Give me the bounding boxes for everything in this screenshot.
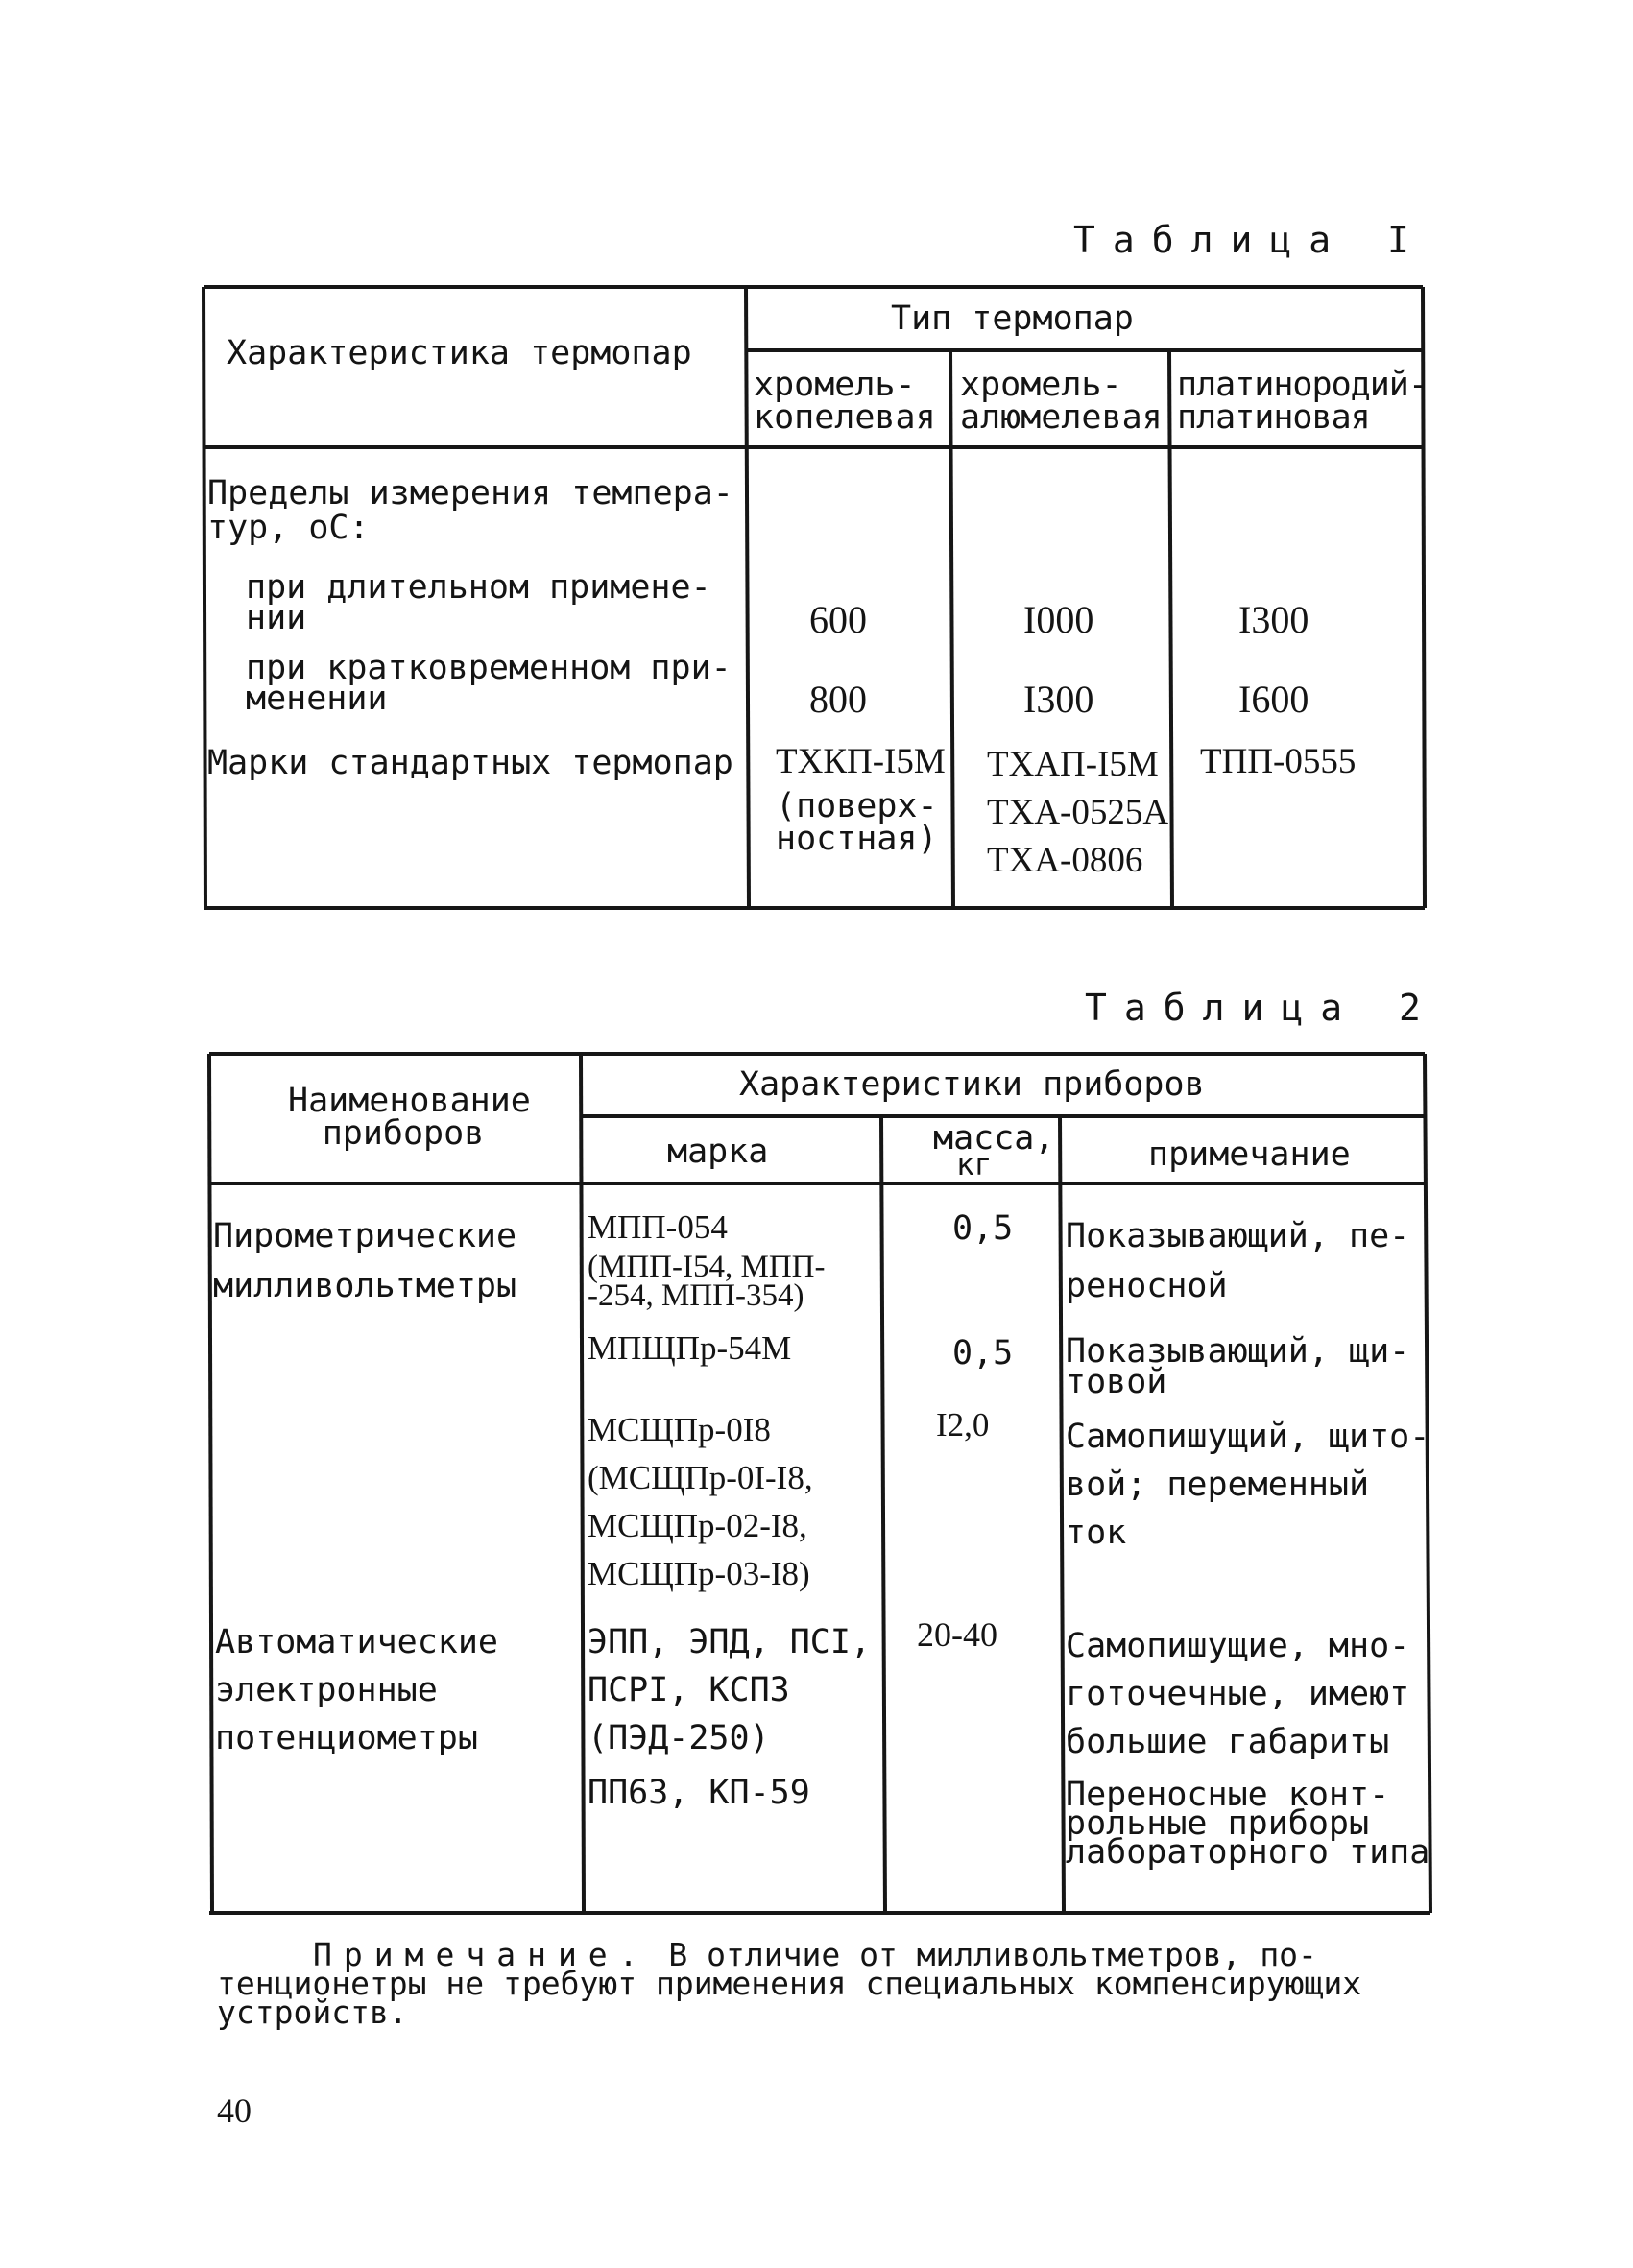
table2-note-cell — [1066, 1413, 1429, 1557]
brand-line: ЭПП, ЭПД, ПСI, — [588, 1623, 872, 1661]
header-line: Наименование — [288, 1082, 531, 1120]
table2-col-header — [288, 1082, 531, 1153]
footnote-line-3: устройств. — [217, 1993, 408, 2031]
brand-line: ТХА-0806 — [987, 841, 1143, 880]
table2-brand-cell — [588, 1203, 826, 1313]
table1-cell: 800 — [809, 678, 867, 721]
label-line: Пределы измерения темпера- — [207, 474, 733, 513]
table1-caption: Таблица I — [1073, 219, 1427, 261]
type-line: платиновая — [1177, 398, 1370, 437]
table1-brands-label: Марки стандартных термопар — [207, 744, 733, 782]
note-line: готочечные, имеют — [1066, 1675, 1410, 1713]
note-line: реносной — [1066, 1267, 1228, 1305]
note-line: ток — [1066, 1514, 1127, 1552]
header-line: масса, — [933, 1119, 1055, 1158]
table2-mass-cell: I2,0 — [936, 1406, 990, 1444]
note-line: Показывающий, щи- — [1066, 1332, 1410, 1371]
footnote — [217, 1936, 1362, 2031]
table2-brand-cell — [588, 1618, 871, 1762]
label-line: при длительном примене- — [246, 568, 711, 607]
label-line: нии — [246, 599, 307, 637]
table2-group-name — [215, 1618, 498, 1762]
brand-line: ностная) — [776, 820, 938, 858]
brand-line: ТХА-0525А — [987, 793, 1169, 832]
table1-group-header: Тип термопар — [891, 299, 1134, 338]
table2-sub-header-note: примечание — [1148, 1135, 1351, 1174]
table2-brand-cell — [588, 1406, 813, 1598]
note-line: Переносные конт- — [1066, 1776, 1390, 1814]
table1-cell: I300 — [1023, 678, 1094, 721]
table1-cell: I300 — [1238, 598, 1309, 641]
label-line: при кратковременном при- — [246, 649, 732, 687]
type-line: алюмелевая — [960, 398, 1163, 437]
table2-mass-cell: 0,5 — [952, 1209, 1014, 1248]
type-line: копелевая — [754, 398, 936, 437]
name-line: потенциометры — [215, 1719, 478, 1757]
brand-line: -254, МПП-354) — [588, 1278, 804, 1313]
brand-line: ТПП-0555 — [1200, 742, 1357, 781]
page-number: 40 — [217, 2091, 252, 2130]
footnote-text: В отличие от милливольтметров, по- — [649, 1936, 1317, 1973]
brand-line: ТХКП-I5М — [776, 742, 946, 781]
type-line: платинородий- — [1177, 366, 1428, 404]
brand-line: (МСЩПр-0I-I8, — [588, 1459, 813, 1496]
table2-brand-cell: ПП63, КП-59 — [588, 1774, 810, 1812]
table2-group-name — [213, 1211, 516, 1311]
brand-line: ПСРI, КСП3 — [588, 1671, 790, 1709]
name-line: Автоматические — [215, 1623, 499, 1661]
brand-line: (МПП-I54, МПП- — [588, 1250, 826, 1284]
table2-note-cell — [1066, 1776, 1430, 1872]
footnote-line-2: тенционетры не требуют применения специальных компенсирующих — [217, 1965, 1362, 2002]
table2-note-cell — [1066, 1332, 1410, 1401]
name-line: электронные — [215, 1671, 438, 1709]
table1-cell: I000 — [1023, 598, 1094, 641]
table2-mass-cell: 20-40 — [917, 1615, 997, 1654]
note-line: лабораторного типа — [1066, 1833, 1430, 1872]
brand-line: (ПЭД-250) — [588, 1719, 770, 1757]
note-line: Самопишущие, мно- — [1066, 1627, 1410, 1665]
brand-line: МСЩПр-02-I8, — [588, 1507, 807, 1544]
brand-line: МСЩПр-03-I8) — [588, 1555, 810, 1592]
note-line: вой; переменный — [1066, 1466, 1370, 1504]
brand-line: МСЩПр-0I8 — [588, 1411, 771, 1448]
type-line: хромель- — [960, 366, 1122, 404]
table2-sub-header-mass — [933, 1119, 1055, 1182]
table2-caption: Таблица 2 — [1085, 987, 1438, 1029]
header-line: приборов — [322, 1114, 485, 1153]
type-line: хромель- — [754, 366, 916, 404]
label-line: менении — [246, 680, 388, 718]
brand-line: (поверх- — [776, 787, 938, 825]
table1-col-header: Характеристика термопар — [227, 334, 692, 372]
table2-group-header: Характеристики приборов — [739, 1065, 1205, 1104]
note-line: рольные приборы — [1066, 1804, 1370, 1843]
table1-cell: 600 — [809, 598, 867, 641]
table2-sub-header-brand: марка — [667, 1133, 769, 1171]
table2-note-cell — [1066, 1622, 1409, 1766]
note-line: большие габариты — [1066, 1723, 1390, 1761]
table1-cell: I600 — [1238, 678, 1309, 721]
label-line: тур, оС: — [207, 509, 370, 547]
table2-mass-cell: 0,5 — [952, 1334, 1014, 1373]
table2-note-cell — [1066, 1211, 1409, 1311]
brand-line: МПП-054 — [588, 1208, 728, 1246]
footnote-lead: Примечание. — [313, 1936, 650, 1973]
note-line: Самопишущий, щито- — [1066, 1418, 1430, 1456]
name-line: милливольтметры — [213, 1267, 517, 1305]
note-line: товой — [1066, 1363, 1167, 1401]
table2-brand-cell: МПЩПр-54М — [588, 1329, 792, 1367]
name-line: Пирометрические — [213, 1217, 517, 1255]
brand-line: ТХАП-I5М — [987, 745, 1159, 784]
header-line: кг — [956, 1148, 993, 1182]
note-line: Показывающий, пе- — [1066, 1217, 1410, 1255]
